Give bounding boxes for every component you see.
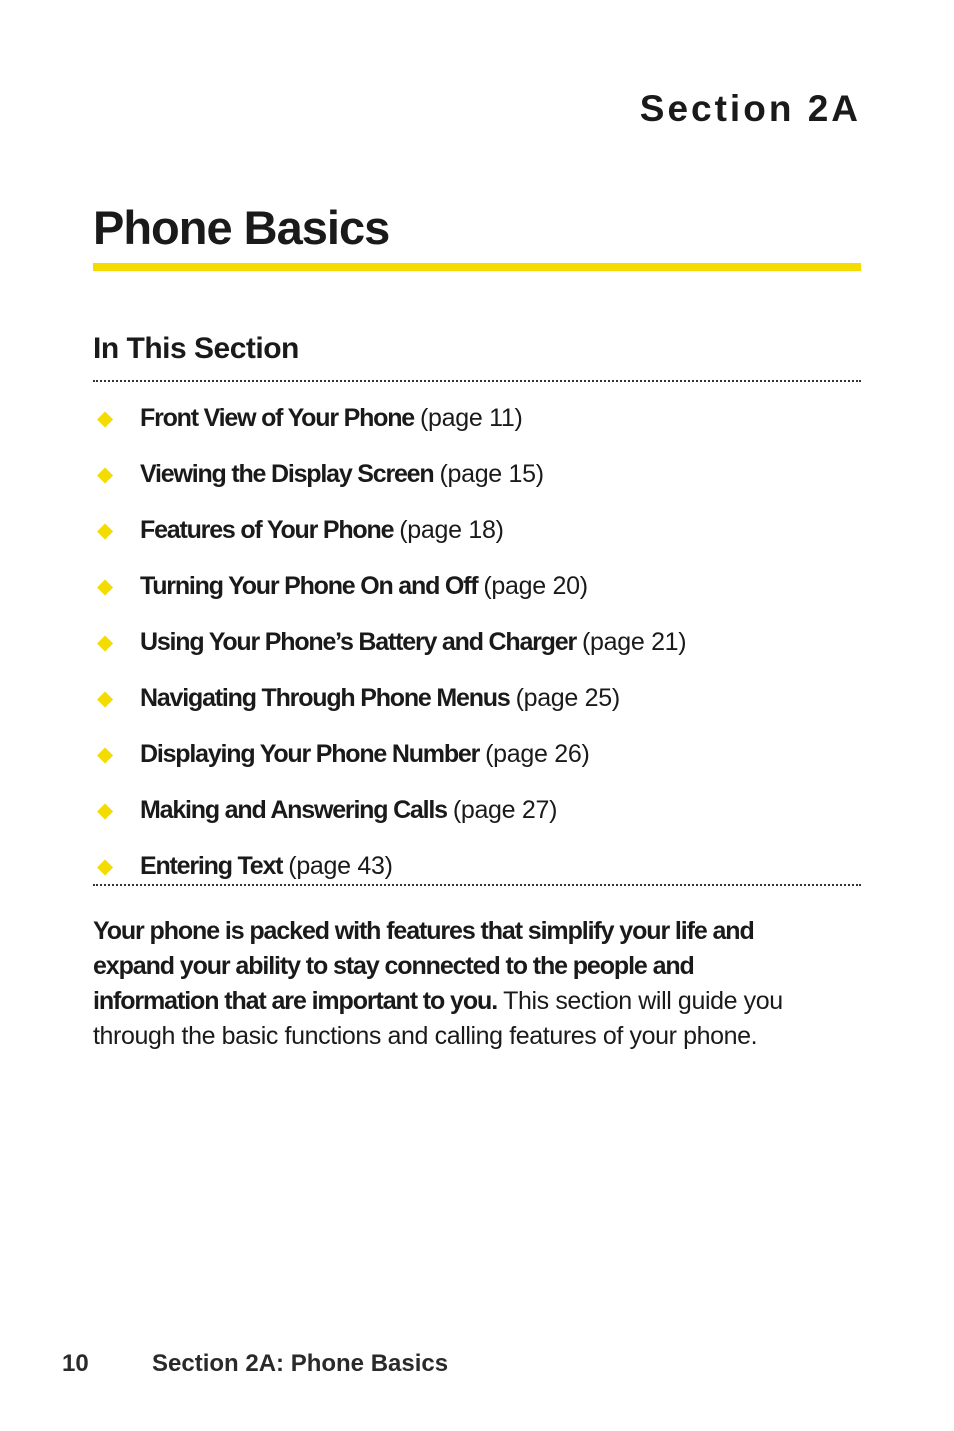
toc-item-title: Entering Text — [140, 851, 283, 880]
toc-item-page: (page 26) — [485, 739, 590, 768]
diamond-bullet-icon: ◆ — [97, 742, 114, 766]
intro-regular-text: This section will guide you through the basic functions and calling features of your phone. — [93, 987, 783, 1050]
in-this-section-heading: In This Section — [93, 332, 299, 365]
toc-item-page: (page 20) — [483, 571, 588, 600]
section-label: Section 2A — [639, 88, 861, 129]
toc-item-phone-menus — [93, 670, 861, 726]
intro-paragraph — [93, 914, 813, 1054]
toc-item-title: Navigating Through Phone Menus — [140, 683, 510, 712]
title-underline-rule — [93, 263, 861, 271]
toc-item-features — [93, 502, 861, 558]
toc-item-page: (page 43) — [288, 851, 393, 880]
diamond-bullet-icon: ◆ — [97, 686, 114, 710]
footer-running-title: Section 2A: Phone Basics — [152, 1350, 449, 1377]
footer-page-number: 10 — [62, 1350, 89, 1377]
toc-item-calls — [93, 782, 861, 838]
toc-item-page: (page 11) — [420, 403, 523, 432]
toc-item-page: (page 18) — [399, 515, 504, 544]
toc-item-display-screen — [93, 446, 861, 502]
page-title: Phone Basics — [93, 201, 390, 254]
diamond-bullet-icon: ◆ — [97, 574, 114, 598]
intro-bold-text: Your phone is packed with features that simplify your life and expand your ability to stay connected to the people and information that are important to you. — [93, 917, 754, 1015]
toc-item-title: Making and Answering Calls — [140, 795, 447, 824]
toc-item-front-view — [93, 390, 861, 446]
toc-item-page: (page 27) — [452, 795, 558, 824]
toc-item-battery-charger — [93, 614, 861, 670]
toc-item-title: Features of Your Phone — [140, 515, 394, 544]
diamond-bullet-icon: ◆ — [97, 518, 114, 542]
dotted-divider-bottom — [93, 884, 861, 886]
diamond-bullet-icon: ◆ — [97, 462, 114, 486]
toc-item-title: Displaying Your Phone Number — [140, 739, 480, 768]
toc-item-title: Turning Your Phone On and Off — [140, 571, 478, 600]
toc-item-phone-number — [93, 726, 861, 782]
toc-item-turning-on-off — [93, 558, 861, 614]
toc-item-title: Front View of Your Phone — [140, 403, 414, 432]
diamond-bullet-icon: ◆ — [97, 406, 114, 430]
page-footer — [62, 1350, 448, 1378]
diamond-bullet-icon: ◆ — [97, 854, 114, 878]
diamond-bullet-icon: ◆ — [97, 630, 114, 654]
toc-item-title: Using Your Phone’s Battery and Charger — [140, 627, 576, 656]
section-contents-list — [93, 390, 861, 894]
diamond-bullet-icon: ◆ — [97, 798, 114, 822]
toc-item-title: Viewing the Display Screen — [140, 459, 434, 488]
toc-item-page: (page 25) — [515, 683, 620, 712]
toc-item-page: (page 21) — [581, 627, 687, 656]
toc-item-page: (page 15) — [439, 459, 544, 488]
dotted-divider-top — [93, 380, 861, 382]
